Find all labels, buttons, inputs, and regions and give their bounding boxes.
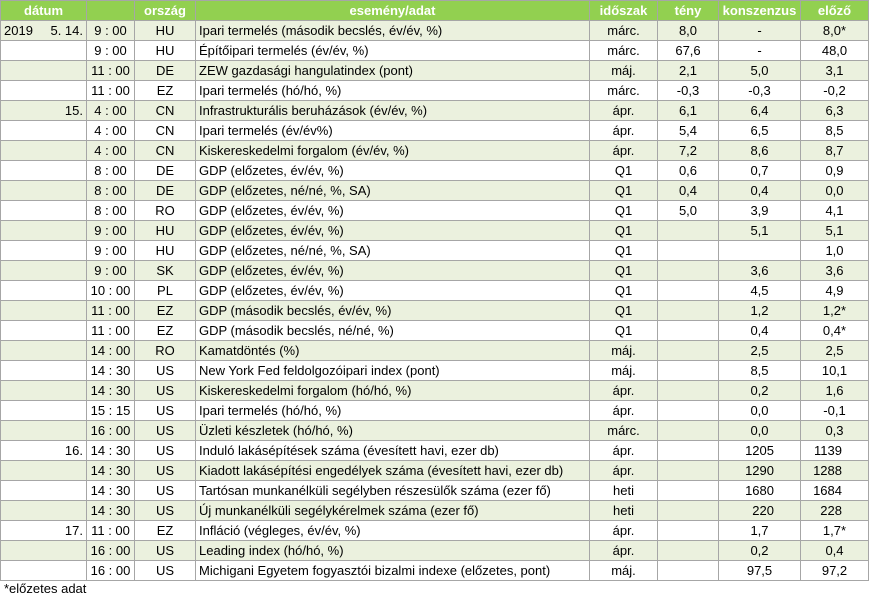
time-cell: 11 : 00: [87, 81, 135, 101]
previous-cell: 1,6: [801, 381, 869, 401]
period-cell: Q1: [590, 261, 658, 281]
date-cell: [1, 61, 87, 81]
date-cell: [1, 101, 87, 121]
table-row: [1, 301, 869, 321]
period-cell: ápr.: [590, 521, 658, 541]
previous-cell: 1684: [801, 481, 869, 501]
table-row: [1, 441, 869, 461]
period-cell: máj.: [590, 61, 658, 81]
actual-cell: [658, 481, 719, 501]
consensus-cell: 0,0: [719, 421, 801, 441]
period-cell: Q1: [590, 201, 658, 221]
day-text: 16.: [64, 443, 83, 458]
actual-cell: [658, 301, 719, 321]
actual-cell: 0,4: [658, 181, 719, 201]
table-row: [1, 481, 869, 501]
table-row: [1, 461, 869, 481]
table-row: [1, 541, 869, 561]
date-cell: [1, 421, 87, 441]
consensus-cell: 1,7: [719, 521, 801, 541]
actual-cell: 67,6: [658, 41, 719, 61]
date-cell: [1, 461, 87, 481]
consensus-cell: 5,1: [719, 221, 801, 241]
consensus-cell: 0,0: [719, 401, 801, 421]
time-cell: 14 : 30: [87, 361, 135, 381]
table-row: [1, 241, 869, 261]
event-cell: Ipari termelés (hó/hó, %): [196, 81, 590, 101]
event-cell: GDP (második becslés, év/év, %): [196, 301, 590, 321]
header-event: esemény/adat: [196, 1, 590, 21]
country-cell: HU: [135, 21, 196, 41]
table-row: [1, 341, 869, 361]
period-cell: ápr.: [590, 441, 658, 461]
header-date: dátum: [1, 1, 87, 21]
previous-cell: 3,6: [801, 261, 869, 281]
event-cell: Michigani Egyetem fogyasztói bizalmi indexe (előzetes, pont): [196, 561, 590, 581]
header-previous: előző: [801, 1, 869, 21]
country-cell: US: [135, 421, 196, 441]
actual-cell: [658, 461, 719, 481]
actual-cell: [658, 401, 719, 421]
country-cell: EZ: [135, 81, 196, 101]
actual-cell: [658, 381, 719, 401]
table-row: [1, 101, 869, 121]
actual-cell: 6,1: [658, 101, 719, 121]
time-cell: 15 : 15: [87, 401, 135, 421]
previous-cell: 8,0*: [801, 21, 869, 41]
event-cell: GDP (előzetes, né/né, %, SA): [196, 181, 590, 201]
date-cell: [1, 541, 87, 561]
table-row: [1, 521, 869, 541]
period-cell: ápr.: [590, 121, 658, 141]
country-cell: US: [135, 381, 196, 401]
country-cell: CN: [135, 141, 196, 161]
event-cell: GDP (előzetes, év/év, %): [196, 161, 590, 181]
event-cell: Ipari termelés (hó/hó, %): [196, 401, 590, 421]
period-cell: ápr.: [590, 401, 658, 421]
header-period: időszak: [590, 1, 658, 21]
event-cell: Infláció (végleges, év/év, %): [196, 521, 590, 541]
table-row: [1, 561, 869, 581]
consensus-cell: -0,3: [719, 81, 801, 101]
country-cell: DE: [135, 181, 196, 201]
year-text: 2019: [4, 23, 33, 38]
country-cell: HU: [135, 241, 196, 261]
date-cell: [1, 561, 87, 581]
period-cell: Q1: [590, 281, 658, 301]
table-row: [1, 181, 869, 201]
header-country: ország: [135, 1, 196, 21]
date-cell: [1, 381, 87, 401]
table-row: [1, 61, 869, 81]
date-cell: [1, 481, 87, 501]
period-cell: ápr.: [590, 461, 658, 481]
time-cell: 9 : 00: [87, 241, 135, 261]
consensus-cell: 8,5: [719, 361, 801, 381]
previous-cell: 4,1: [801, 201, 869, 221]
time-cell: 9 : 00: [87, 261, 135, 281]
time-cell: 11 : 00: [87, 61, 135, 81]
date-cell: [1, 121, 87, 141]
country-cell: EZ: [135, 321, 196, 341]
event-cell: Építőipari termelés (év/év, %): [196, 41, 590, 61]
previous-cell: 10,1: [801, 361, 869, 381]
period-cell: Q1: [590, 161, 658, 181]
time-cell: 9 : 00: [87, 21, 135, 41]
date-cell: [1, 221, 87, 241]
previous-cell: 1,2*: [801, 301, 869, 321]
table-row: [1, 121, 869, 141]
previous-cell: 0,4*: [801, 321, 869, 341]
period-cell: ápr.: [590, 141, 658, 161]
country-cell: CN: [135, 101, 196, 121]
previous-cell: 5,1: [801, 221, 869, 241]
date-cell: [1, 201, 87, 221]
day-text: 17.: [64, 523, 83, 538]
period-cell: márc.: [590, 421, 658, 441]
table-row: [1, 41, 869, 61]
time-cell: 10 : 00: [87, 281, 135, 301]
consensus-cell: -: [719, 21, 801, 41]
time-cell: 14 : 00: [87, 341, 135, 361]
table-row: [1, 401, 869, 421]
period-cell: ápr.: [590, 101, 658, 121]
period-cell: ápr.: [590, 381, 658, 401]
event-cell: GDP (előzetes, év/év, %): [196, 221, 590, 241]
time-cell: 11 : 00: [87, 521, 135, 541]
date-cell: [1, 401, 87, 421]
actual-cell: -0,3: [658, 81, 719, 101]
actual-cell: [658, 321, 719, 341]
country-cell: RO: [135, 341, 196, 361]
time-cell: 9 : 00: [87, 221, 135, 241]
actual-cell: [658, 221, 719, 241]
date-cell: [1, 321, 87, 341]
header-actual: tény: [658, 1, 719, 21]
time-cell: 4 : 00: [87, 141, 135, 161]
event-cell: Leading index (hó/hó, %): [196, 541, 590, 561]
table-row: [1, 81, 869, 101]
previous-cell: 1,0: [801, 241, 869, 261]
header-consensus: konszenzus: [719, 1, 801, 21]
actual-cell: 7,2: [658, 141, 719, 161]
period-cell: Q1: [590, 301, 658, 321]
actual-cell: [658, 261, 719, 281]
table-row: [1, 161, 869, 181]
actual-cell: [658, 421, 719, 441]
country-cell: HU: [135, 41, 196, 61]
table-row: [1, 501, 869, 521]
actual-cell: [658, 341, 719, 361]
previous-cell: 1,7*: [801, 521, 869, 541]
date-cell: [1, 521, 87, 541]
footnote: *előzetes adat: [4, 581, 87, 596]
time-cell: 16 : 00: [87, 561, 135, 581]
time-cell: 4 : 00: [87, 101, 135, 121]
country-cell: DE: [135, 161, 196, 181]
country-cell: US: [135, 481, 196, 501]
event-cell: Induló lakásépítések száma (évesített havi, ezer db): [196, 441, 590, 461]
period-cell: márc.: [590, 21, 658, 41]
table-row: [1, 21, 869, 41]
actual-cell: [658, 521, 719, 541]
country-cell: US: [135, 361, 196, 381]
consensus-cell: 6,5: [719, 121, 801, 141]
consensus-cell: 3,9: [719, 201, 801, 221]
event-cell: Infrastrukturális beruházások (év/év, %): [196, 101, 590, 121]
country-cell: EZ: [135, 521, 196, 541]
time-cell: 14 : 30: [87, 461, 135, 481]
actual-cell: [658, 561, 719, 581]
country-cell: US: [135, 561, 196, 581]
consensus-cell: 0,7: [719, 161, 801, 181]
previous-cell: 0,0: [801, 181, 869, 201]
period-cell: heti: [590, 501, 658, 521]
consensus-cell: 2,5: [719, 341, 801, 361]
event-cell: ZEW gazdasági hangulatindex (pont): [196, 61, 590, 81]
consensus-cell: 5,0: [719, 61, 801, 81]
consensus-cell: 0,2: [719, 381, 801, 401]
consensus-cell: 97,5: [719, 561, 801, 581]
date-cell: [1, 141, 87, 161]
period-cell: máj.: [590, 361, 658, 381]
date-cell: [1, 81, 87, 101]
previous-cell: 6,3: [801, 101, 869, 121]
event-cell: Kiadott lakásépítési engedélyek száma (évesített havi, ezer db): [196, 461, 590, 481]
country-cell: DE: [135, 61, 196, 81]
previous-cell: 0,9: [801, 161, 869, 181]
country-cell: US: [135, 401, 196, 421]
time-cell: 8 : 00: [87, 181, 135, 201]
previous-cell: 228: [801, 501, 869, 521]
table-row: [1, 221, 869, 241]
table-body: [1, 21, 869, 581]
consensus-cell: [719, 241, 801, 261]
previous-cell: -0,2: [801, 81, 869, 101]
previous-cell: 97,2: [801, 561, 869, 581]
time-cell: 14 : 30: [87, 441, 135, 461]
table-row: [1, 381, 869, 401]
country-cell: CN: [135, 121, 196, 141]
consensus-cell: 1290: [719, 461, 801, 481]
time-cell: 14 : 30: [87, 501, 135, 521]
time-cell: 14 : 30: [87, 381, 135, 401]
actual-cell: 5,0: [658, 201, 719, 221]
time-cell: 8 : 00: [87, 201, 135, 221]
date-cell: [1, 441, 87, 461]
consensus-cell: 4,5: [719, 281, 801, 301]
table-row: [1, 201, 869, 221]
country-cell: SK: [135, 261, 196, 281]
period-cell: máj.: [590, 341, 658, 361]
actual-cell: [658, 281, 719, 301]
previous-cell: -0,1: [801, 401, 869, 421]
date-cell: [1, 181, 87, 201]
period-cell: Q1: [590, 221, 658, 241]
time-cell: 8 : 00: [87, 161, 135, 181]
previous-cell: 3,1: [801, 61, 869, 81]
period-cell: márc.: [590, 41, 658, 61]
previous-cell: 8,7: [801, 141, 869, 161]
actual-cell: [658, 241, 719, 261]
country-cell: HU: [135, 221, 196, 241]
header-time: [87, 1, 135, 21]
table-row: [1, 321, 869, 341]
event-cell: Kamatdöntés (%): [196, 341, 590, 361]
actual-cell: 0,6: [658, 161, 719, 181]
previous-cell: 2,5: [801, 341, 869, 361]
consensus-cell: 8,6: [719, 141, 801, 161]
date-cell: [1, 41, 87, 61]
event-cell: Kiskereskedelmi forgalom (hó/hó, %): [196, 381, 590, 401]
previous-cell: 8,5: [801, 121, 869, 141]
period-cell: Q1: [590, 181, 658, 201]
table-row: [1, 281, 869, 301]
date-cell: [1, 341, 87, 361]
table-row: [1, 141, 869, 161]
day-text: 5. 14.: [50, 23, 83, 38]
country-cell: EZ: [135, 301, 196, 321]
date-cell: [1, 361, 87, 381]
country-cell: US: [135, 541, 196, 561]
country-cell: RO: [135, 201, 196, 221]
event-cell: Új munkanélküli segélykérelmek száma (ezer fő): [196, 501, 590, 521]
event-cell: Ipari termelés (második becslés, év/év, %): [196, 21, 590, 41]
consensus-cell: 0,2: [719, 541, 801, 561]
consensus-cell: 1,2: [719, 301, 801, 321]
time-cell: 16 : 00: [87, 541, 135, 561]
previous-cell: 0,3: [801, 421, 869, 441]
actual-cell: [658, 361, 719, 381]
country-cell: US: [135, 441, 196, 461]
date-cell: [1, 241, 87, 261]
previous-cell: 1139: [801, 441, 869, 461]
period-cell: Q1: [590, 241, 658, 261]
event-cell: Üzleti készletek (hó/hó, %): [196, 421, 590, 441]
event-cell: GDP (előzetes, év/év, %): [196, 201, 590, 221]
date-cell: [1, 261, 87, 281]
consensus-cell: 0,4: [719, 181, 801, 201]
table-row: [1, 361, 869, 381]
previous-cell: 1288: [801, 461, 869, 481]
date-cell: [1, 501, 87, 521]
actual-cell: [658, 541, 719, 561]
actual-cell: [658, 441, 719, 461]
date-cell: [1, 301, 87, 321]
consensus-cell: 0,4: [719, 321, 801, 341]
period-cell: máj.: [590, 561, 658, 581]
previous-cell: 48,0: [801, 41, 869, 61]
actual-cell: 5,4: [658, 121, 719, 141]
date-cell: [1, 21, 87, 41]
date-cell: [1, 161, 87, 181]
header-row: [1, 1, 869, 21]
previous-cell: 0,4: [801, 541, 869, 561]
consensus-cell: 1680: [719, 481, 801, 501]
previous-cell: 4,9: [801, 281, 869, 301]
event-cell: GDP (előzetes, év/év, %): [196, 281, 590, 301]
table-row: [1, 261, 869, 281]
actual-cell: 2,1: [658, 61, 719, 81]
event-cell: New York Fed feldolgozóipari index (pont): [196, 361, 590, 381]
event-cell: Ipari termelés (év/év%): [196, 121, 590, 141]
event-cell: GDP (előzetes, né/né, %, SA): [196, 241, 590, 261]
time-cell: 9 : 00: [87, 41, 135, 61]
country-cell: PL: [135, 281, 196, 301]
period-cell: márc.: [590, 81, 658, 101]
time-cell: 11 : 00: [87, 321, 135, 341]
consensus-cell: 220: [719, 501, 801, 521]
date-cell: [1, 281, 87, 301]
country-cell: US: [135, 501, 196, 521]
country-cell: US: [135, 461, 196, 481]
actual-cell: 8,0: [658, 21, 719, 41]
table-row: [1, 421, 869, 441]
period-cell: heti: [590, 481, 658, 501]
event-cell: Tartósan munkanélküli segélyben részesülők száma (ezer fő): [196, 481, 590, 501]
period-cell: Q1: [590, 321, 658, 341]
time-cell: 4 : 00: [87, 121, 135, 141]
time-cell: 11 : 00: [87, 301, 135, 321]
consensus-cell: 3,6: [719, 261, 801, 281]
actual-cell: [658, 501, 719, 521]
time-cell: 14 : 30: [87, 481, 135, 501]
event-cell: GDP (második becslés, né/né, %): [196, 321, 590, 341]
time-cell: 16 : 00: [87, 421, 135, 441]
period-cell: ápr.: [590, 541, 658, 561]
event-cell: Kiskereskedelmi forgalom (év/év, %): [196, 141, 590, 161]
consensus-cell: -: [719, 41, 801, 61]
consensus-cell: 1205: [719, 441, 801, 461]
event-cell: GDP (előzetes, év/év, %): [196, 261, 590, 281]
day-text: 15.: [64, 103, 83, 118]
consensus-cell: 6,4: [719, 101, 801, 121]
